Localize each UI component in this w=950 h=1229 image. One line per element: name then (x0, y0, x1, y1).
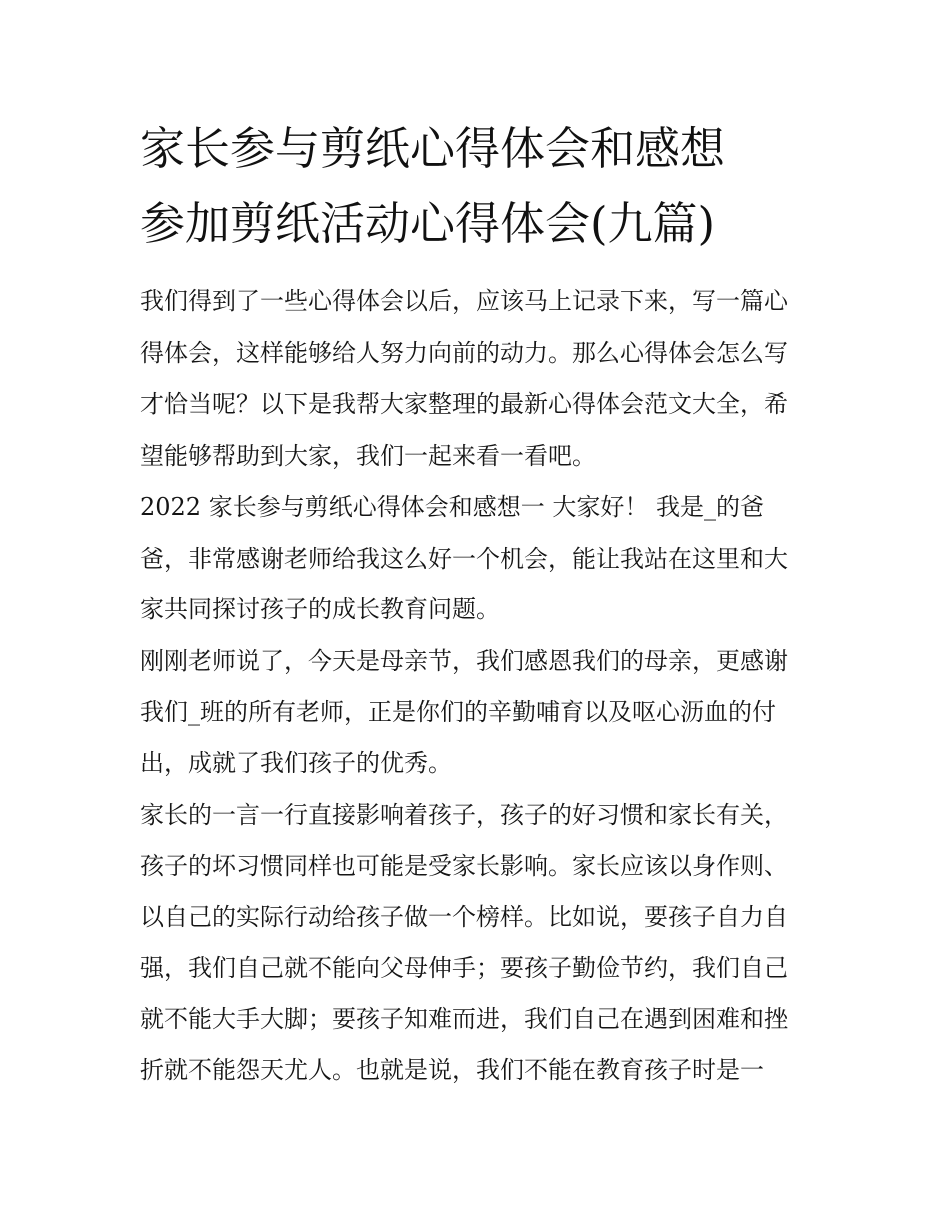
paragraph-4-line-6: 折就不能怨天尤人。也就是说，我们不能在教育孩子时是一 (140, 1056, 764, 1084)
paragraph-4-line-4: 强，我们自己就不能向父母伸手；要孩子勤俭节约，我们自己 (140, 954, 788, 982)
document-title-line-2: 参加剪纸活动心得体会(九篇) (140, 197, 716, 250)
paragraph-3-line-2: 我们_班的所有老师，正是你们的辛勤哺育以及呕心沥血的付 (140, 698, 776, 726)
paragraph-4-line-1: 家长的一言一行直接影响着孩子，孩子的好习惯和家长有关， (140, 801, 788, 829)
paragraph-4-line-2: 孩子的坏习惯同样也可能是受家长影响。家长应该以身作则、 (140, 852, 788, 880)
paragraph-3-line-1: 刚刚老师说了，今天是母亲节，我们感恩我们的母亲，更感谢 (140, 647, 788, 675)
paragraph-2-line-3: 家共同探讨孩子的成长教育问题。 (140, 595, 500, 623)
document-title-line-1: 家长参与剪纸心得体会和感想 (140, 122, 726, 175)
paragraph-2-line-1: 2022 家长参与剪纸心得体会和感想一 大家好！ 我是_的爸 (140, 493, 764, 521)
paragraph-4-line-3: 以自己的实际行动给孩子做一个榜样。比如说，要孩子自力自 (140, 903, 788, 931)
paragraph-1-line-4: 望能够帮助到大家，我们一起来看一看吧。 (140, 442, 596, 470)
paragraph-1-line-3: 才恰当呢？以下是我帮大家整理的最新心得体会范文大全，希 (140, 390, 788, 418)
paragraph-4-line-5: 就不能大手大脚；要孩子知难而进，我们自己在遇到困难和挫 (140, 1005, 788, 1033)
paragraph-1-line-1: 我们得到了一些心得体会以后，应该马上记录下来，写一篇心 (140, 287, 788, 315)
paragraph-2-line-2: 爸，非常感谢老师给我这么好一个机会，能让我站在这里和大 (140, 545, 788, 573)
paragraph-3-line-3: 出，成就了我们孩子的优秀。 (140, 749, 452, 777)
paragraph-1-line-2: 得体会，这样能够给人努力向前的动力。那么心得体会怎么写 (140, 339, 788, 367)
